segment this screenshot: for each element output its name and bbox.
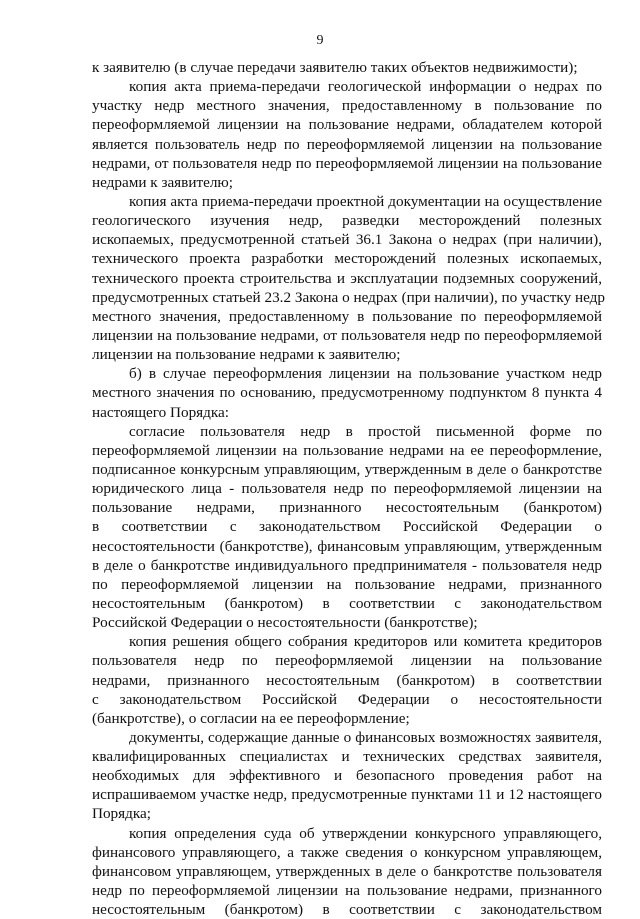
text-line: геологического изучения недр, разведки месторождений полезных <box>92 212 602 230</box>
text-line: юридического лица - пользователя недр по переоформляемой лицензии на <box>92 480 602 498</box>
text-line: переоформляемой лицензии на пользование недрами, обладателем которой <box>92 116 602 134</box>
text-line: лицензии на пользование недрами, от пользователя недр по переоформляемой <box>92 326 602 344</box>
text-line: финансового управляющего, а также сведения о конкурсном управляющем, <box>92 843 602 861</box>
text-line: участку недр местного значения, предоставленному в пользование по <box>92 97 602 115</box>
text-line: финансовом управляющем, утвержденных в деле о банкротстве пользователя <box>92 862 602 880</box>
text-line: копия решения общего собрания кредиторов или комитета кредиторов <box>129 633 602 651</box>
text-line: подписанное конкурсным управляющим, утвержденным в деле о банкротстве <box>92 460 602 478</box>
text-line: предусмотренных статьей 23.2 Закона о недрах (при наличии), по участку недр <box>92 288 605 306</box>
text-line: недрами, признанного несостоятельным (банкротом) в соответствии <box>92 671 602 689</box>
text-line: технического проекта строительства и эксплуатации подземных сооружений, <box>92 269 602 287</box>
text-line: необходимых для эффективного и безопасного проведения работ на <box>92 767 602 785</box>
text-line: недр по переоформляемой лицензии на пользование недрами, признанного <box>92 882 602 900</box>
text-line: недрами к заявителю; <box>92 173 233 191</box>
text-line: настоящего Порядка: <box>92 403 229 421</box>
text-line: пользование недрами, признанного несостоятельным (банкротом) <box>92 499 602 517</box>
text-line: несостоятельным (банкротом) в соответствии с законодательством <box>92 594 602 612</box>
text-line: с законодательством Российской Федерации о несостоятельности <box>92 690 602 708</box>
text-line: пользователя недр по переоформляемой лицензии на пользование <box>92 652 602 670</box>
text-line: несостоятельным (банкротом) в соответствии с законодательством <box>92 901 602 919</box>
text-line: недрами, от пользователя недр по переоформляемой лицензии на пользование <box>92 154 602 172</box>
text-line: переоформляемой лицензии на пользование недрами на ее переоформление, <box>92 441 602 459</box>
text-line: Российской Федерации о несостоятельности (банкротстве); <box>92 614 478 632</box>
text-line: к заявителю (в случае передачи заявителю таких объектов недвижимости); <box>92 59 578 76</box>
text-line: копия акта приема-передачи геологической информации о недрах по <box>129 78 602 96</box>
text-line: лицензии на пользование недрами к заявителю; <box>92 346 401 364</box>
text-line: испрашиваемом участке недр, предусмотренные пунктами 11 и 12 настоящего <box>92 786 602 804</box>
text-line: копия определения суда об утверждении конкурсного управляющего, <box>129 824 602 842</box>
text-line: местного значения по основанию, предусмотренному подпунктом 8 пункта 4 <box>92 384 602 402</box>
text-line: (банкротстве), о согласии на ее переоформление; <box>92 709 410 727</box>
text-line: по переоформляемой лицензии на пользование недрами, признанного <box>92 575 602 593</box>
text-line: согласие пользователя недр в простой письменной форме по <box>129 422 602 440</box>
text-line: несостоятельности (банкротстве), финансовым управляющим, утвержденным <box>92 537 602 555</box>
text-line: является пользователь недр по переоформляемой лицензии на пользование <box>92 135 602 153</box>
text-line: квалифицированных специалистах и технических средствах заявителя, <box>92 748 602 766</box>
text-line: технического проекта разработки месторождений полезных ископаемых, <box>92 250 602 268</box>
text-line: в соответствии с законодательством Российской Федерации о <box>92 518 602 536</box>
text-line: б) в случае переоформления лицензии на пользование участком недр <box>129 365 602 383</box>
text-line: местного значения, предоставленному в пользование по переоформляемой <box>92 307 602 325</box>
page-number: 9 <box>316 33 324 48</box>
document-body <box>92 58 605 919</box>
text-line: ископаемых, предусмотренной статьей 36.1 Закона о недрах (при наличии), <box>92 231 602 249</box>
text-line: копия акта приема-передачи проектной документации на осуществление <box>129 192 602 210</box>
text-line: документы, содержащие данные о финансовых возможностях заявителя, <box>129 728 602 746</box>
text-line: Порядка; <box>92 805 151 823</box>
text-line: в деле о банкротстве индивидуального предпринимателя - пользователя недр <box>92 556 602 574</box>
